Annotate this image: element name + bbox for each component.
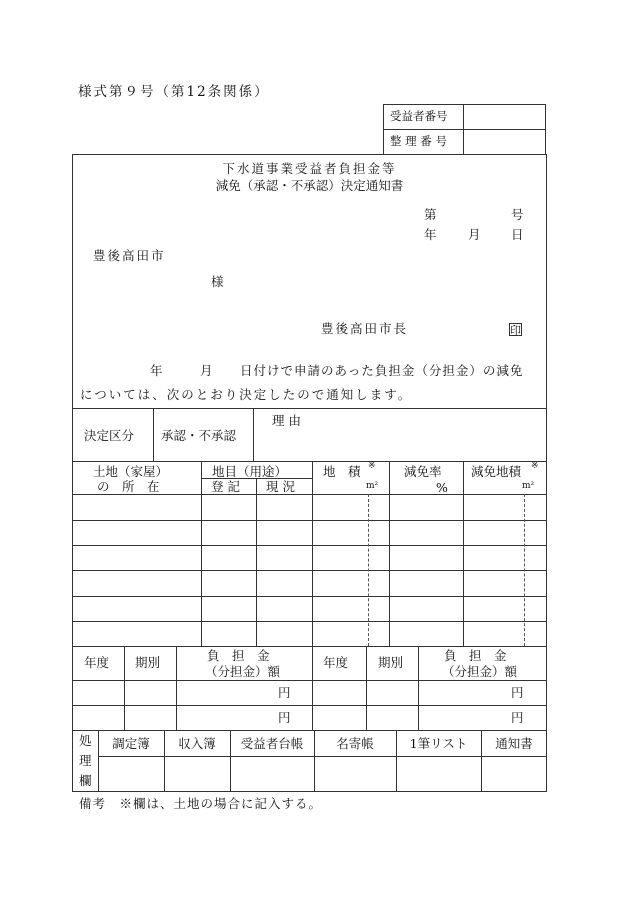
fee-year-header: 年度 <box>84 655 110 670</box>
land-category-header: 地目（用途） <box>212 464 288 479</box>
land-location-header-2: の 所 在 <box>97 479 160 494</box>
reason-label: 理 由 <box>272 413 301 428</box>
recipient-city: 豊後高田市 <box>93 248 166 263</box>
beneficiary-number-label: 受益者番号 <box>390 109 448 123</box>
reduced-area-unit: m² <box>522 481 535 491</box>
reason-field[interactable] <box>254 432 546 460</box>
processing-label-1: 処 <box>79 733 92 748</box>
yen-unit: 円 <box>278 710 291 725</box>
yen-unit: 円 <box>511 685 524 700</box>
yen-unit: 円 <box>278 685 291 700</box>
form-label: 様式第９号（第12条関係） <box>78 84 270 100</box>
date-year: 年 <box>424 227 437 242</box>
reference-number-label: 整 理 番 号 <box>390 134 447 148</box>
date-day: 日 <box>511 227 524 242</box>
processing-col-receipt-book: 収入簿 <box>178 736 216 751</box>
fee-amount-header-b-2: （分担金）額 <box>442 664 518 679</box>
registered-header: 登 記 <box>211 479 240 494</box>
seal-mark: 印 <box>510 324 521 337</box>
recipient-honorific: 様 <box>211 274 224 289</box>
body-line2: については、次のとおり決定したので通知します。 <box>80 387 413 402</box>
fee-year-header-2: 年度 <box>323 655 349 670</box>
processing-label-3: 欄 <box>79 773 92 788</box>
date-month: 月 <box>468 227 481 242</box>
reduced-area-header: 減免地積 <box>471 464 522 479</box>
beneficiary-number-field[interactable] <box>464 105 546 129</box>
fee-amount-header: 負 担 金 <box>207 648 270 663</box>
processing-col-name-register: 名寄帳 <box>336 736 374 751</box>
processing-col-assessment-book: 調定簿 <box>112 736 150 751</box>
area-unit: m² <box>366 481 379 491</box>
yen-unit: 円 <box>511 710 524 725</box>
decision-value[interactable]: 承認・不承認 <box>161 428 237 443</box>
processing-col-beneficiary-ledger: 受益者台帳 <box>240 736 304 751</box>
current-header: 現 況 <box>266 479 295 494</box>
body-month: 月 <box>200 363 213 378</box>
reference-number-field[interactable] <box>464 130 546 155</box>
doc-number-prefix: 第 <box>424 207 437 222</box>
area-header: 地 積 <box>323 464 361 479</box>
body-year: 年 <box>150 363 163 378</box>
fee-amount-header-b: 負 担 金 <box>444 648 507 663</box>
title-line2: 減免（承認・不承認）決定通知書 <box>215 178 404 193</box>
sender-name: 豊後高田市長 <box>321 321 409 336</box>
remarks-note: 備考 ※欄は、土地の場合に記入する。 <box>79 796 323 811</box>
fee-period-header-2: 期別 <box>378 655 404 670</box>
processing-label-2: 理 <box>79 753 92 768</box>
area-mark: ※ <box>368 461 376 471</box>
decision-label: 決定区分 <box>84 428 135 443</box>
body-line1: 日付けで申請のあった負担金（分担金）の減免 <box>240 363 524 378</box>
doc-number-suffix: 号 <box>511 207 524 222</box>
reduction-rate-unit: % <box>436 480 448 495</box>
reduction-rate-header: 減免率 <box>404 464 442 479</box>
reduced-area-mark: ※ <box>531 461 539 471</box>
processing-col-parcel-list: 1筆リスト <box>409 736 468 751</box>
processing-col-notice: 通知書 <box>495 736 533 751</box>
title-line1: 下水道事業受益者負担金等 <box>222 161 397 176</box>
fee-amount-header-2: （分担金）額 <box>205 664 281 679</box>
fee-period-header: 期別 <box>135 655 161 670</box>
land-location-header: 土地（家屋） <box>93 464 169 479</box>
